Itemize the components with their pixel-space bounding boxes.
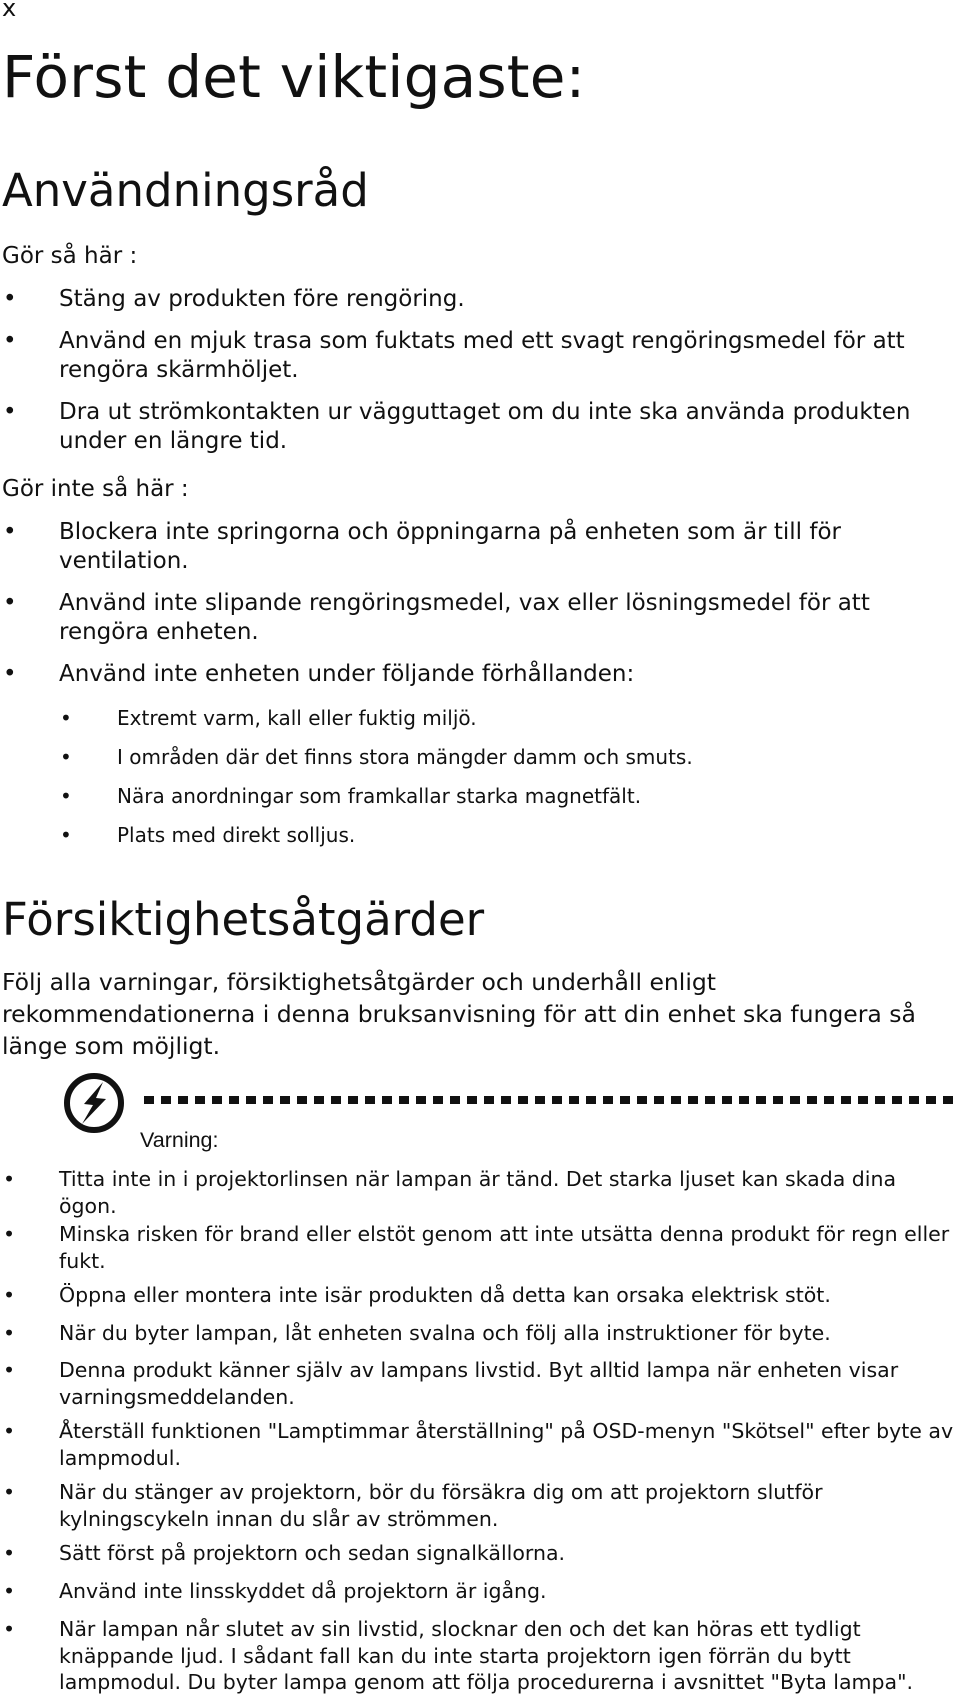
dont-item-text: Använd inte enheten under följande förhållanden:: [59, 661, 635, 687]
bullet-icon: •: [3, 1321, 16, 1345]
bullet-icon: •: [3, 1480, 16, 1504]
warning-text: Öppna eller montera inte isär produkten då detta kan orsaka elektrisk stöt.: [59, 1283, 831, 1307]
condition-text: Plats med direkt solljus.: [117, 823, 356, 847]
bullet-icon: •: [60, 706, 72, 730]
bullet-icon: •: [3, 1222, 16, 1246]
corner-mark: x: [2, 0, 17, 22]
bullet-icon: •: [3, 1617, 16, 1641]
precautions-heading: Försiktighetsåtgärder: [2, 893, 485, 946]
lightning-warning-icon: [62, 1071, 126, 1135]
bullet-icon: •: [3, 1358, 16, 1382]
bullet-icon: •: [3, 519, 17, 545]
bullet-icon: •: [3, 1579, 16, 1603]
bullet-icon: •: [60, 823, 72, 847]
bullet-icon: •: [60, 784, 72, 808]
dont-item-text: Använd inte slipande rengöringsmedel, vax eller lösningsmedel för att rengöra enheten.: [59, 590, 870, 645]
condition-text: I områden där det finns stora mängder damm och smuts.: [117, 745, 693, 769]
do-item-text: Använd en mjuk trasa som fuktats med ett svagt rengöringsmedel för att rengöra skärmhöljet.: [59, 328, 905, 383]
do-label: Gör så här :: [2, 243, 138, 269]
usage-heading: Användningsråd: [2, 164, 369, 217]
warning-text: Titta inte in i projektorlinsen när lampan är tänd. Det starka ljuset kan skada dina ögon.: [59, 1167, 897, 1218]
warning-text: Denna produkt känner själv av lampans livstid. Byt alltid lampa när enheten visar varningsmeddelanden.: [59, 1358, 899, 1409]
bullet-icon: •: [3, 1167, 16, 1191]
bullet-icon: •: [3, 1283, 16, 1307]
bullet-icon: •: [3, 590, 17, 616]
condition-text: Extremt varm, kall eller fuktig miljö.: [117, 706, 477, 730]
do-item-text: Stäng av produkten före rengöring.: [59, 286, 465, 312]
bullet-icon: •: [3, 1419, 16, 1443]
do-item-text: Dra ut strömkontakten ur vägguttaget om du inte ska använda produkten under en längre tid.: [59, 399, 911, 454]
warning-text: När du stänger av projektorn, bör du försäkra dig om att projektorn slutför kylningscykeln innan du slår av strömmen.: [59, 1480, 823, 1531]
warning-title: Varning:: [140, 1128, 219, 1152]
warning-text: Använd inte linsskyddet då projektorn är igång.: [59, 1579, 547, 1603]
bullet-icon: •: [3, 661, 17, 687]
warning-text: Minska risken för brand eller elstöt genom att inte utsätta denna produkt för regn eller fukt.: [59, 1222, 950, 1273]
warning-text: När lampan når slutet av sin livstid, slocknar den och det kan höras ett tydligt knäppande ljud. I sådant fall kan du inte starta projektorn igen förrän du bytt lampmodul. Du byter lampa genom att följa procedurerna i avsnittet "Byta lampa".: [59, 1617, 914, 1694]
bullet-icon: •: [60, 745, 72, 769]
warning-dashed-divider: [144, 1096, 960, 1104]
dont-item-text: Blockera inte springorna och öppningarna på enheten som är till för ventilation.: [59, 519, 841, 574]
warning-text: Sätt först på projektorn och sedan signalkällorna.: [59, 1541, 566, 1565]
page-title: Först det viktigaste:: [2, 43, 586, 111]
warning-text: Återställ funktionen "Lamptimmar återställning" på OSD-menyn "Skötsel" efter byte av lampmodul.: [59, 1419, 954, 1470]
bullet-icon: •: [3, 328, 17, 354]
condition-text: Nära anordningar som framkallar starka magnetfält.: [117, 784, 642, 808]
precautions-intro: Följ alla varningar, försiktighetsåtgärder och underhåll enligt rekommendationerna i denna bruksanvisning för att din enhet ska fungera så länge som möjligt.: [2, 968, 916, 1060]
bullet-icon: •: [3, 399, 17, 425]
bullet-icon: •: [3, 286, 17, 312]
warning-text: När du byter lampan, låt enheten svalna och följ alla instruktioner för byte.: [59, 1321, 831, 1345]
dont-label: Gör inte så här :: [2, 476, 189, 502]
bullet-icon: •: [3, 1541, 16, 1565]
